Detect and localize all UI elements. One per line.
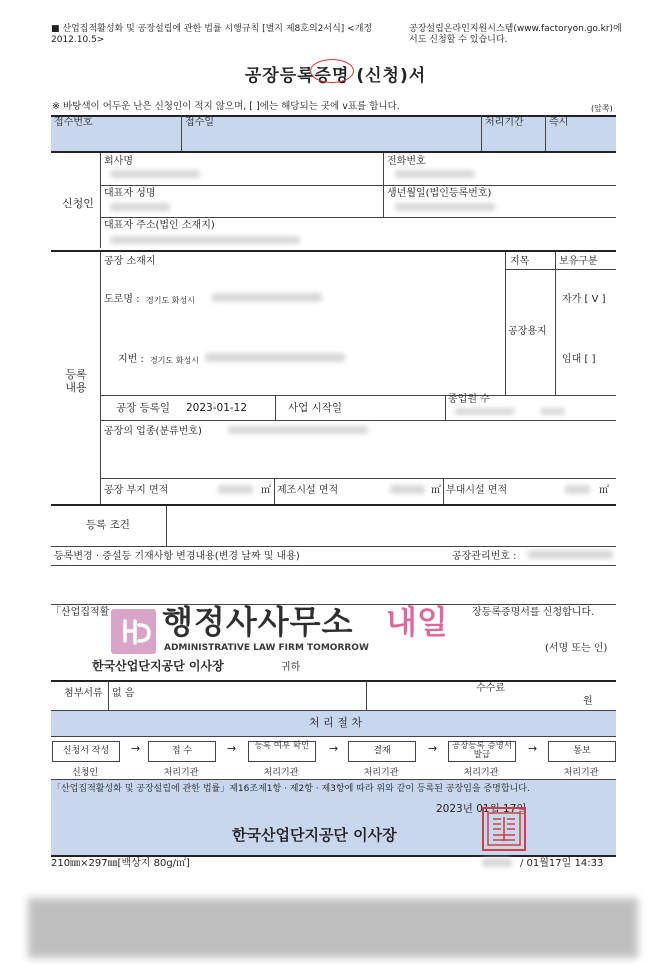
issuer-name: 한국산업단지공단 이사장 (232, 826, 397, 844)
redacted-bottom-strip (28, 898, 638, 958)
attachments-label: 첨부서류 (64, 688, 103, 699)
attachments-value: 없 음 (112, 688, 135, 699)
certification-date: 2023년 01월 17일 (436, 803, 527, 815)
form-rule-reference: ■ 산업집적활성화 및 공장설립에 관한 법률 시행규칙 [별지 제8호의2서식] <개정 2012.10.5> (51, 24, 373, 45)
zone-value: 공장용지 (508, 326, 547, 337)
redacted-birth (395, 203, 495, 211)
step-actor-4: 처리기관 (363, 768, 399, 778)
redacted-company (110, 170, 200, 178)
page-title: 공장등록증명 (신청)서 (244, 66, 427, 86)
birth-label: 생년월일(법인등록번호) (387, 188, 492, 199)
step-actor-6: 처리기관 (563, 768, 599, 778)
recipient: 한국산업단지공단 이사장 (92, 659, 224, 673)
redacted-sub-area (565, 485, 590, 494)
mfg-area-unit: ㎡ (431, 485, 441, 496)
step-box-4: 결재 (348, 741, 416, 762)
arrow-icon: → (227, 742, 237, 755)
step-box-5: 공장등록 증명서발급 (448, 741, 516, 762)
procedure-title: 처 리 절 차 (309, 716, 362, 729)
online-site-note: 공장설립온라인지원시스템(www.factoryon.go.kr)에서도 신청할 수 있습니다. (409, 24, 622, 45)
step-box-6: 통보 (548, 741, 616, 762)
redacted-lot-address (205, 353, 345, 362)
step-box-2: 접 수 (148, 741, 216, 762)
phone-label: 전화번호 (387, 156, 426, 167)
sub-area-unit: ㎡ (599, 485, 609, 496)
step-actor-5: 처리기관 (463, 768, 499, 778)
signature-note: (서명 또는 인) (545, 643, 608, 654)
fee-unit: 원 (583, 696, 593, 707)
employees-label: 종업원 수 (448, 394, 490, 405)
start-date-label: 사업 시작일 (288, 402, 343, 414)
red-circle-mark (310, 59, 354, 83)
request-law-left: 「산업집적활 (51, 607, 110, 618)
redacted-mgmt-number (528, 550, 613, 559)
watermark-brand: 내일 (386, 603, 448, 641)
arrow-icon: → (428, 742, 438, 755)
road-label: 도로명 : (104, 294, 140, 305)
step-actor-1: 신청인 (71, 768, 99, 778)
sub-area-label: 부대시설 면적 (446, 485, 508, 496)
recipient-honorific: 귀하 (281, 662, 301, 673)
form-notice: ※ 바탕색이 어두운 난은 신청인이 적지 않으며, [ ]에는 해당되는 곳에 v표를 합니다. (52, 101, 400, 112)
watermark-firm-name: 행정사사무소 (162, 603, 354, 641)
company-name-label: 회사명 (104, 156, 133, 167)
mfg-area-label: 제조시설 면적 (277, 485, 339, 496)
location-label: 공장 소재지 (104, 256, 156, 267)
period-value: 즉시 (549, 117, 569, 128)
firm-logo-icon (111, 609, 156, 654)
step-actor-2: 처리기관 (163, 768, 199, 778)
site-area-unit: ㎡ (261, 485, 271, 496)
issue-time: / 01월17일 14:33 (520, 858, 604, 869)
redacted-rep-name (110, 203, 170, 211)
redacted-mfg-area (390, 485, 425, 494)
industry-label: 공장의 업종(분류번호) (104, 426, 202, 437)
lot-label: 지번 : (118, 354, 144, 365)
step-box-3: 등록 여부 확인 (248, 741, 316, 762)
paper-spec: 210㎜×297㎜[백상지 80g/㎡] (51, 858, 190, 869)
fee-label: 수수료 (476, 683, 505, 694)
request-law-right: 장등록증명서를 신청합니다. (472, 607, 595, 618)
period-label: 처리기간 (485, 117, 524, 128)
change-history-label: 등록변경 · 증설등 기재사항 변경내용(변경 날짜 및 내용) (54, 551, 300, 562)
applicant-section-label: 신청인 (62, 197, 94, 210)
reg-date-label: 공장 등록일 (116, 402, 171, 414)
front-side-label: (앞쪽) (591, 104, 613, 113)
receipt-date-label: 접수일 (185, 117, 214, 128)
step-box-1: 신청서 작성 (52, 741, 120, 762)
redacted-industry (228, 426, 368, 434)
redacted-employees-2 (540, 408, 565, 415)
step-actor-3: 처리기관 (263, 768, 299, 778)
redacted-address (110, 236, 300, 244)
certification-text: 「산업집적활성화 및 공장설립에 관한 법률」제16조제1항 · 제2항 · 제3항에 따라 위와 같이 등록된 공장임을 증명합니다. (52, 784, 530, 794)
official-seal-icon (482, 807, 526, 851)
arrow-icon: → (528, 742, 538, 755)
rep-address-label: 대표자 주소(법인 소재지) (104, 220, 215, 231)
redacted-road-address (212, 293, 322, 302)
lot-city: 경기도 화성시 (150, 356, 199, 365)
receipt-row (51, 115, 616, 151)
rep-name-label: 대표자 성명 (104, 188, 156, 199)
redacted-phone (395, 170, 475, 178)
mgmt-number-label: 공장관리번호 : (452, 551, 517, 562)
redacted-employees (455, 408, 515, 415)
holding-header: 보유구분 (559, 256, 598, 267)
receipt-number-label: 접수번호 (54, 117, 93, 128)
watermark-subtitle: ADMINISTRATIVE LAW FIRM TOMORROW (164, 643, 369, 653)
registration-section-label: 등록 내용 (65, 368, 87, 394)
ownership-own[interactable]: 자가 [ V ] (562, 294, 606, 305)
ownership-lease[interactable]: 임대 [ ] (562, 354, 596, 365)
zone-header: 지목 (510, 256, 530, 267)
reg-date-value: 2023-01-12 (186, 402, 248, 414)
road-city: 경기도 화성시 (146, 296, 195, 305)
condition-label: 등록 조건 (86, 519, 130, 531)
redacted-site-area (218, 485, 253, 494)
redacted-footer-id (482, 858, 512, 867)
arrow-icon: → (329, 742, 339, 755)
arrow-icon: → (131, 742, 141, 755)
site-area-label: 공장 부지 면적 (104, 485, 169, 496)
